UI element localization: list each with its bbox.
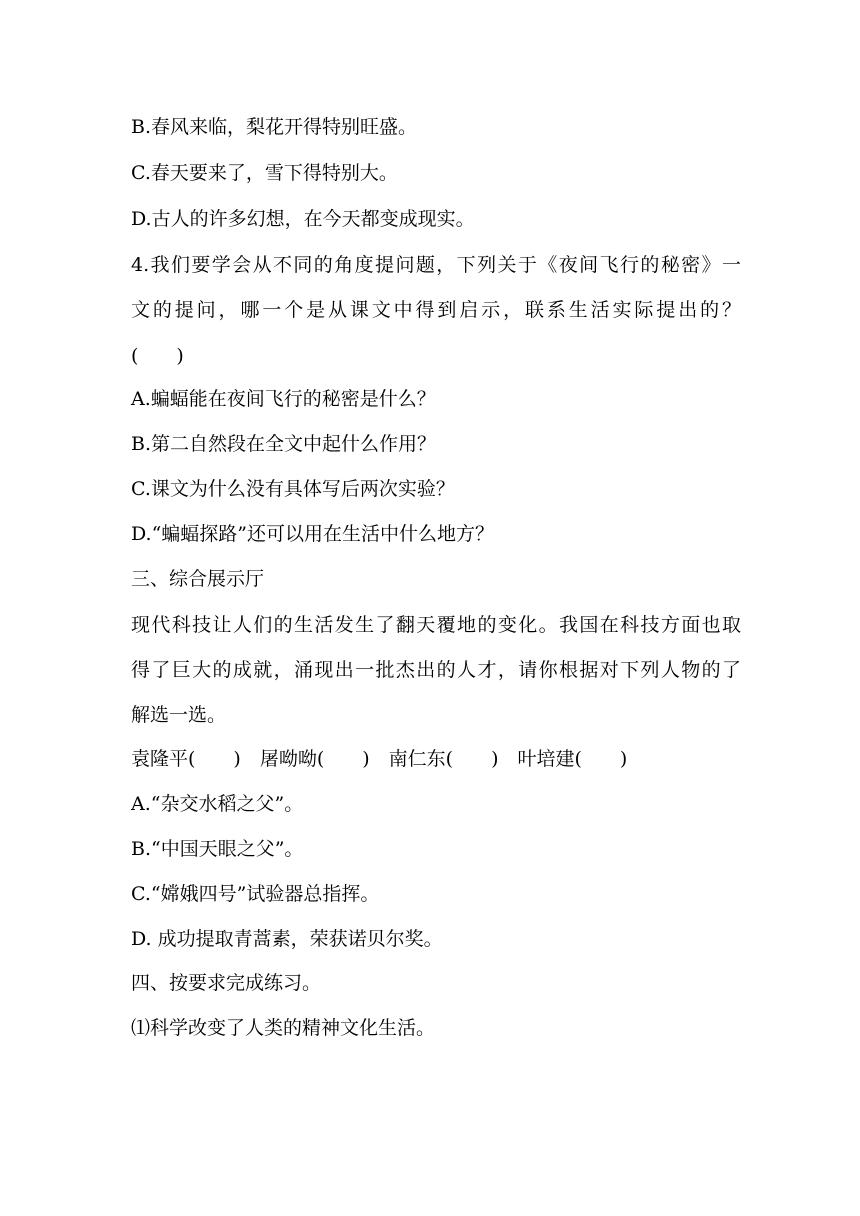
section-4-title: 四、按要求完成练习。: [131, 972, 322, 994]
option-s3-b: B.“中国天眼之父”。: [131, 838, 304, 860]
option-3d: D.古人的许多幻想，在今天都变成现实。: [131, 208, 475, 230]
option-4b: B.第二自然段在全文中起什么作用？: [131, 433, 437, 455]
section-3-para-line2: 得了巨大的成就，涌现出一批杰出的人才，请你根据对下列人物的了: [131, 659, 741, 681]
option-s3-a: A.“杂交水稻之父”。: [131, 793, 304, 815]
option-4c: C.课文为什么没有具体写后两次实验？: [131, 478, 455, 500]
option-s3-c: C.“嫦娥四号”试验器总指挥。: [131, 883, 380, 905]
option-3b: B.春风来临，梨花开得特别旺盛。: [131, 116, 418, 138]
question-4-line2: 文的提问，哪一个是从课文中得到启示，联系生活实际提出的？: [131, 299, 741, 321]
option-4a: A.蝙蝠能在夜间飞行的秘密是什么？: [131, 388, 436, 410]
option-s3-d: D. 成功提取青蒿素，荣获诺贝尔奖。: [131, 928, 443, 950]
section-3-para-line3: 解选一选。: [131, 704, 227, 726]
section-4-item1: ⑴科学改变了人类的精神文化生活。: [131, 1017, 436, 1039]
question-4-line1: 4.我们要学会从不同的角度提问题，下列关于《夜间飞行的秘密》一: [131, 254, 741, 276]
option-4d: D.“蝙蝠探路”还可以用在生活中什么地方？: [131, 523, 495, 545]
section-3-title: 三、综合展示厅: [131, 568, 265, 590]
option-3c: C.春天要来了，雪下得特别大。: [131, 162, 398, 184]
people-match-line: 袁隆平( ) 屠呦呦( ) 南仁东( ) 叶培建( ): [131, 748, 628, 770]
question-4-answer-blank: ( ): [131, 345, 184, 367]
section-3-para-line1: 现代科技让人们的生活发生了翻天覆地的变化。我国在科技方面也取: [131, 614, 741, 636]
